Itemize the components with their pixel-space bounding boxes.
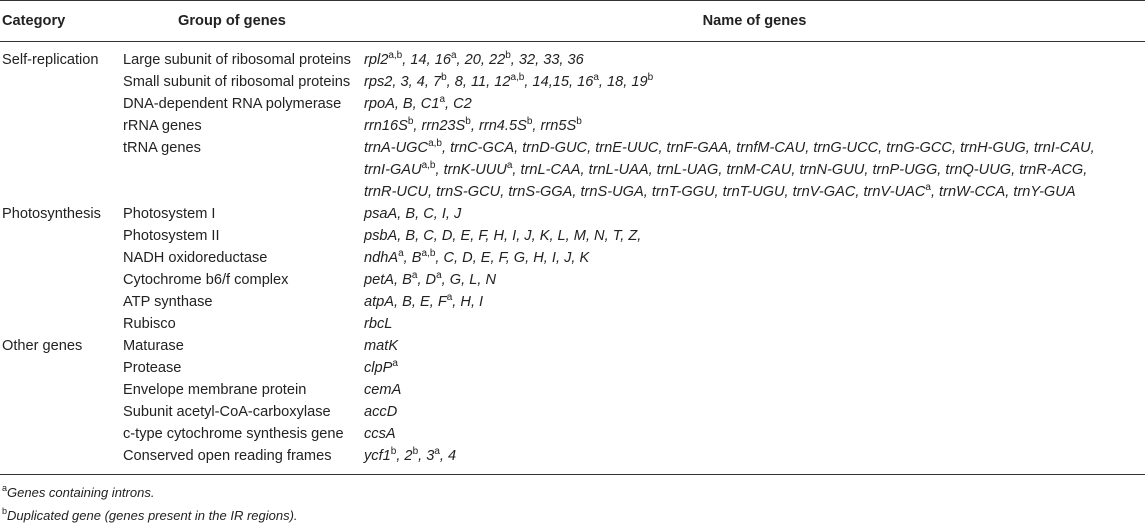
- gene-names-line: [364, 269, 1145, 291]
- table-header: [0, 1, 1145, 42]
- category-cell: [0, 115, 120, 137]
- gene-names-text: , G, L, N: [441, 272, 496, 288]
- group-cell: Rubisco: [123, 316, 176, 332]
- gene-names-line: [364, 291, 1145, 313]
- gene-names-text: petA, B: [364, 272, 412, 288]
- gene-names-cell: [364, 357, 1145, 379]
- gene-names-cell: [364, 247, 1145, 269]
- gene-names-text: , trnW-CCA, trnY-GUA: [930, 184, 1076, 200]
- gene-names-line: [364, 93, 1145, 115]
- gene-names-text: atpA, B, E, F: [364, 294, 447, 310]
- gene-names-text: rrn16S: [364, 118, 408, 134]
- footnote: [2, 504, 1145, 527]
- gene-names-cell: [364, 379, 1145, 401]
- footnote-marker: a,b: [428, 138, 442, 149]
- footnote-marker: a: [925, 182, 931, 193]
- gene-names-line: [364, 445, 1145, 467]
- category-cell: Photosynthesis: [2, 206, 101, 222]
- footnotes: [0, 475, 1145, 527]
- category-cell: [0, 423, 120, 445]
- group-cell: Conserved open reading frames: [123, 448, 332, 464]
- table-row: [0, 247, 1145, 269]
- gene-names-text: , trnL-CAA, trnL-UAA, trnL-UAG, trnM-CAU, trnN-GUU, trnP-UGG, trnQ-UUG, trnR-ACG,: [512, 162, 1088, 178]
- footnote-marker: b: [441, 72, 447, 83]
- footnote-marker: a,b: [510, 72, 525, 83]
- table-row: [0, 42, 1145, 72]
- footnote-marker: b: [390, 446, 397, 457]
- gene-names-text: , rrn23S: [413, 118, 466, 134]
- footnote-marker: a: [446, 292, 453, 303]
- footnote-marker: b: [647, 72, 654, 83]
- gene-names-text: , 14,15, 16: [524, 74, 594, 90]
- gene-names-text: psbA, B, C, D, E, F, H, I, J, K, L, M, N, T, Z,: [364, 228, 642, 244]
- footnote-marker: b: [505, 50, 511, 61]
- gene-names-text: accD: [364, 404, 398, 420]
- group-cell: rRNA genes: [123, 118, 202, 134]
- gene-names-text: matK: [364, 338, 399, 354]
- table-row: [0, 93, 1145, 115]
- gene-names-text: trnI-GAU: [364, 162, 422, 178]
- header-row: [0, 1, 1145, 42]
- category-cell: Self-replication: [2, 52, 99, 68]
- gene-names-text: trnR-UCU, trnS-GCU, trnS-GGA, trnS-UGA, trnT-GGU, trnT-UGU, trnV-GAC, trnV-UAC: [364, 184, 926, 200]
- gene-names-cell: [364, 401, 1145, 423]
- category-cell: [0, 93, 120, 115]
- footnote-marker: b: [407, 116, 414, 127]
- gene-names-line: [364, 225, 1145, 247]
- footnote-marker: a: [411, 270, 418, 281]
- gene-names-text: , 4: [439, 448, 457, 464]
- gene-names-text: , 20, 22: [456, 52, 506, 68]
- table-row: [0, 71, 1145, 93]
- category-cell: [0, 269, 120, 291]
- table-row: [0, 269, 1145, 291]
- footnote-marker: a,b: [421, 248, 436, 259]
- gene-names-line: [364, 159, 1145, 181]
- group-cell: c-type cytochrome synthesis gene: [123, 426, 344, 442]
- category-cell: [0, 247, 120, 269]
- gene-names-cell: [364, 203, 1145, 225]
- gene-names-line: [364, 71, 1145, 93]
- category-cell: [0, 313, 120, 335]
- gene-names-cell: [364, 423, 1145, 445]
- footnote-text: Genes containing introns.: [7, 485, 155, 500]
- gene-names-cell: [364, 335, 1145, 357]
- gene-names-line: [364, 203, 1145, 225]
- gene-names-line: [364, 115, 1145, 137]
- gene-names-text: ccsA: [364, 426, 396, 442]
- gene-names-cell: [364, 313, 1145, 335]
- category-cell: [0, 71, 120, 93]
- gene-names-cell: [364, 93, 1145, 115]
- header-category: Category: [0, 1, 120, 42]
- gene-names-line: [364, 357, 1145, 379]
- gene-names-text: , trnK-UUU: [435, 162, 507, 178]
- footnote-marker: b: [576, 116, 582, 127]
- footnote-marker: a: [436, 270, 442, 281]
- footnote-marker: a: [2, 483, 8, 493]
- gene-names-text: rpl2: [364, 52, 389, 68]
- footnote-marker: a: [434, 446, 440, 457]
- footnote-marker: a: [593, 72, 599, 83]
- gene-names-line: [364, 137, 1145, 159]
- category-cell: [0, 225, 120, 247]
- table-row: [0, 291, 1145, 313]
- gene-names-text: , 14, 16: [402, 52, 451, 68]
- gene-names-line: [364, 423, 1145, 445]
- table-row: [0, 335, 1145, 357]
- gene-names-cell: [364, 137, 1145, 203]
- gene-names-text: , trnC-GCA, trnD-GUC, trnE-UUC, trnF-GAA, trnfM-CAU, trnG-UCC, trnG-GCC, trnH-GUG, trnI-CAU,: [441, 140, 1095, 156]
- gene-names-line: [364, 181, 1145, 203]
- table-row: [0, 313, 1145, 335]
- category-cell: [0, 379, 120, 401]
- group-cell: DNA-dependent RNA polymerase: [123, 96, 342, 112]
- gene-names-text: , C2: [445, 96, 472, 112]
- group-cell: Subunit acetyl-CoA-carboxylase: [123, 404, 331, 420]
- group-cell: Photosystem II: [123, 228, 220, 244]
- gene-names-text: , 3: [418, 448, 435, 464]
- footnote: [2, 481, 1145, 504]
- group-cell: Maturase: [123, 338, 184, 354]
- table-body: [0, 42, 1145, 475]
- gene-names-text: , D: [417, 272, 437, 288]
- gene-names-line: [364, 379, 1145, 401]
- table-row: [0, 357, 1145, 379]
- table-row: [0, 423, 1145, 445]
- gene-names-text: , rrn4.5S: [470, 118, 527, 134]
- gene-names-line: [364, 313, 1145, 335]
- footnote-marker: a,b: [421, 160, 436, 171]
- table-row: [0, 225, 1145, 247]
- category-cell: [0, 137, 120, 203]
- gene-names-text: , 18, 19: [598, 74, 648, 90]
- gene-names-text: rpoA, B, C1: [364, 96, 440, 112]
- category-cell: [0, 401, 120, 423]
- group-cell: tRNA genes: [123, 140, 201, 156]
- group-cell: Cytochrome b6/f complex: [123, 272, 289, 288]
- footnote-marker: a: [398, 248, 404, 259]
- gene-names-cell: [364, 42, 1145, 72]
- table-row: [0, 137, 1145, 203]
- table-row: [0, 379, 1145, 401]
- gene-names-text: rbcL: [364, 316, 393, 332]
- gene-names-text: , 2: [396, 448, 413, 464]
- group-cell: Photosystem I: [123, 206, 216, 222]
- footnote-marker: a: [506, 160, 513, 171]
- footnote-marker: a: [439, 94, 445, 105]
- footnote-marker: a: [450, 50, 457, 61]
- table-row: [0, 203, 1145, 225]
- gene-names-text: , B: [403, 250, 422, 266]
- gene-names-text: ycf1: [364, 448, 391, 464]
- table-row: [0, 115, 1145, 137]
- gene-names-cell: [364, 71, 1145, 93]
- header-name-of-genes: Name of genes: [364, 1, 1145, 42]
- gene-names-line: [364, 49, 1145, 71]
- gene-names-line: [364, 247, 1145, 269]
- footnote-marker: b: [412, 446, 419, 457]
- footnote-marker: a: [392, 358, 398, 369]
- gene-names-text: psaA, B, C, I, J: [364, 206, 462, 222]
- gene-names-text: ndhA: [364, 250, 399, 266]
- gene-names-text: , C, D, E, F, G, H, I, J, K: [435, 250, 590, 266]
- category-cell: [0, 445, 120, 475]
- gene-names-line: [364, 401, 1145, 423]
- gene-names-cell: [364, 115, 1145, 137]
- gene-names-text: cemA: [364, 382, 402, 398]
- group-cell: Large subunit of ribosomal proteins: [123, 52, 351, 68]
- group-cell: Protease: [123, 360, 182, 376]
- gene-names-cell: [364, 269, 1145, 291]
- category-cell: [0, 291, 120, 313]
- footnote-marker: a,b: [388, 50, 403, 61]
- footnote-text: Duplicated gene (genes present in the IR regions).: [7, 508, 298, 523]
- category-cell: Other genes: [2, 338, 83, 354]
- group-cell: ATP synthase: [123, 294, 213, 310]
- gene-names-cell: [364, 225, 1145, 247]
- gene-names-text: , rrn5S: [532, 118, 577, 134]
- gene-names-text: rps2, 3, 4, 7: [364, 74, 442, 90]
- table-row: [0, 401, 1145, 423]
- gene-names-text: , H, I: [452, 294, 484, 310]
- header-group-of-genes: Group of genes: [120, 1, 364, 42]
- gene-names-text: , 8, 11, 12: [446, 74, 511, 90]
- gene-names-text: trnA-UGC: [364, 140, 429, 156]
- gene-names-cell: [364, 291, 1145, 313]
- group-cell: NADH oxidoreductase: [123, 250, 268, 266]
- footnote-marker: b: [2, 506, 8, 516]
- group-cell: Small subunit of ribosomal proteins: [123, 74, 351, 90]
- gene-names-text: , 32, 33, 36: [510, 52, 584, 68]
- category-cell: [0, 357, 120, 379]
- group-cell: Envelope membrane protein: [123, 382, 307, 398]
- table-row: [0, 445, 1145, 475]
- gene-names-cell: [364, 445, 1145, 475]
- footnote-marker: b: [465, 116, 471, 127]
- footnote-marker: b: [526, 116, 533, 127]
- gene-names-text: clpP: [364, 360, 393, 376]
- gene-names-line: [364, 335, 1145, 357]
